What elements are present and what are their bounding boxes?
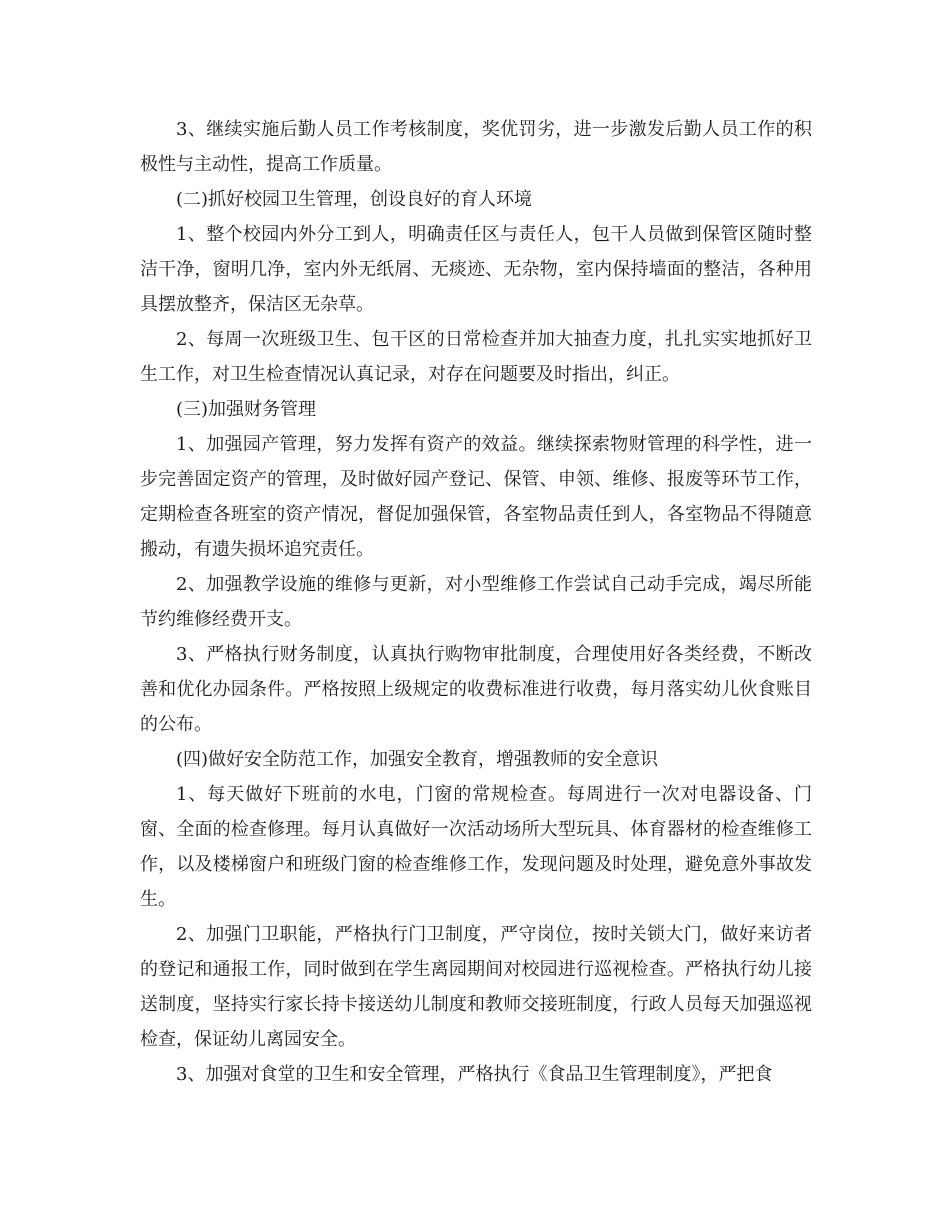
paragraph-daily-safety-check: 1、每天做好下班前的水电，门窗的常规检查。每周进行一次对电器设备、门窗、全面的检查修理。每月认真做好一次活动场所大型玩具、体育器材的检查维修工作，以及楼梯窗户和班级门窗的检查维修工作，发现问题及时处理，避免意外事故发生。 xyxy=(140,784,812,910)
paragraph-facility-maintenance: 2、加强教学设施的维修与更新，对小型维修工作尝试自己动手完成，竭尽所能节约维修经费开支。 xyxy=(140,574,812,630)
section-heading-finance: (三)加强财务管理 xyxy=(176,399,317,420)
paragraph-hygiene-responsibility: 1、整个校园内外分工到人，明确责任区与责任人，包干人员做到保管区随时整洁干净，窗明几净，室内外无纸屑、无痰迹、无杂物，室内保持墙面的整洁，各种用具摆放整齐，保洁区无杂草。 xyxy=(140,224,812,315)
paragraph-gate-security: 2、加强门卫职能，严格执行门卫制度，严守岗位，按时关锁大门，做好来访者的登记和通报工作，同时做到在学生离园期间对校园进行巡视检查。严格执行幼儿接送制度，坚持实行家长持卡接送幼儿制度和教师交接班制度，行政人员每天加强巡视检查，保证幼儿离园安全。 xyxy=(140,924,812,1050)
paragraph-weekly-inspection: 2、每周一次班级卫生、包干区的日常检查并加大抽查力度，扎扎实实地抓好卫生工作，对卫生检查情况认真记录，对存在问题要及时指出，纠正。 xyxy=(140,329,812,385)
paragraph-canteen-safety: 3、加强对食堂的卫生和安全管理，严格执行《食品卫生管理制度》，严把食 xyxy=(176,1064,773,1085)
document-body xyxy=(140,112,812,1092)
section-heading-safety: (四)做好安全防范工作，加强安全教育，增强教师的安全意识 xyxy=(176,749,659,770)
paragraph-logistics-assessment: 3、继续实施后勤人员工作考核制度，奖优罚劣，进一步激发后勤人员工作的积极性与主动性，提高工作质量。 xyxy=(140,119,812,175)
paragraph-asset-management: 1、加强园产管理，努力发挥有资产的效益。继续探索物财管理的科学性，进一步完善固定资产的管理，及时做好园产登记、保管、申领、维修、报废等环节工作，定期检查各班室的资产情况，督促加强保管，各室物品责任到人，各室物品不得随意搬动，有遗失损坏追究责任。 xyxy=(140,434,812,560)
paragraph-finance-rules: 3、严格执行财务制度，认真执行购物审批制度，合理使用好各类经费，不断改善和优化办园条件。严格按照上级规定的收费标准进行收费，每月落实幼儿伙食账目的公布。 xyxy=(140,644,812,735)
section-heading-campus-hygiene: (二)抓好校园卫生管理，创设良好的育人环境 xyxy=(176,189,533,210)
